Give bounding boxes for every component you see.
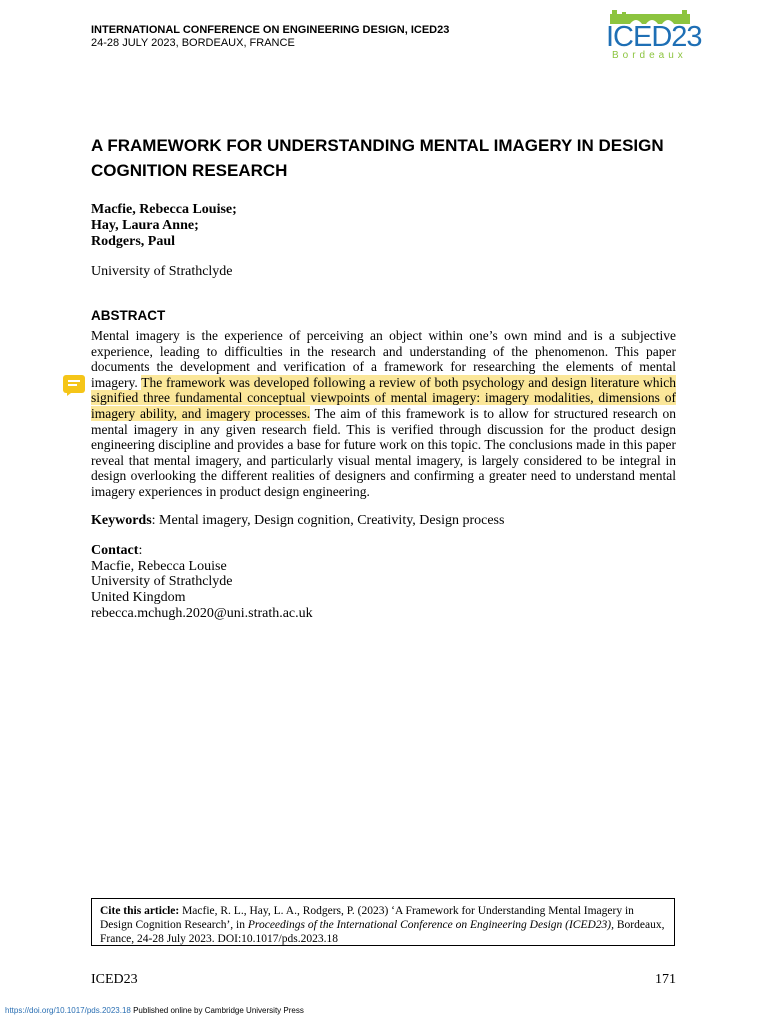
citation-text: Bordeaux, France, 24-28 July 2023. DOI:10.1017/pds.2023.18: [100, 919, 665, 945]
abstract-heading: ABSTRACT: [91, 308, 166, 323]
doi-link[interactable]: https://doi.org/10.1017/pds.2023.18: [5, 1006, 131, 1015]
conference-date: 24-28 JULY 2023, BORDEAUX, FRANCE: [91, 37, 295, 49]
abstract-text-part: Mental imagery is the experience of perceiving an object within one’s own mind and is a subjective experience, leading to difficulties in the research and understanding of the phenomenon. This paper documents the development and verification of a framework for researching the elements of mental imagery.: [91, 328, 676, 390]
contact-institution: University of Strathclyde: [91, 574, 233, 590]
keywords-text: : Mental imagery, Design cognition, Creativity, Design process: [151, 513, 505, 528]
conference-name: INTERNATIONAL CONFERENCE ON ENGINEERING DESIGN, ICED23: [91, 24, 450, 36]
citation-box: [91, 898, 675, 946]
contact-name: Macfie, Rebecca Louise: [91, 558, 227, 574]
conference-header: [91, 24, 449, 50]
page-number: 171: [655, 972, 676, 987]
citation-label: Cite this article:: [100, 905, 180, 917]
comment-icon[interactable]: [63, 375, 85, 396]
keywords: [91, 513, 504, 529]
abstract-text-part: The aim of this framework is to allow for structured research on mental imagery in any given research field. This is verified through discussion for the product design engineering discipline and provides a base for future work on this topic. The conclusions made in this paper reveal that mental imagery, and particularly visual mental imagery, is largely considered to be integral in design overlooking the different realities of designers and confirming a greater need to understand mental imagery experiences in product design engineering.: [91, 405, 676, 499]
contact-country: United Kingdom: [91, 590, 186, 606]
keywords-label: Keywords: [91, 513, 152, 528]
author: Hay, Laura Anne;: [91, 218, 199, 233]
iced23-logo: [604, 10, 702, 66]
contact-colon: :: [138, 543, 143, 558]
affiliation: University of Strathclyde: [91, 264, 233, 279]
abstract-text: [91, 328, 676, 500]
publisher-note: Published online by Cambridge University Press: [130, 1006, 304, 1015]
logo-text: ICED23: [606, 21, 702, 53]
highlighted-text[interactable]: The framework was developed following a review of both psychology and design literature which signified three fundamental conceptual viewpoints of mental imagery: imagery modalities, dimensions of imagery ability, and imagery processes.: [91, 374, 676, 421]
contact-email: rebecca.mchugh.2020@uni.strath.ac.uk: [91, 605, 313, 621]
logo-subtext: Bordeaux: [612, 50, 687, 61]
contact-label: Contact: [91, 543, 139, 558]
contact-block: [91, 543, 313, 622]
author-list: [91, 202, 237, 250]
author: Macfie, Rebecca Louise;: [91, 202, 237, 217]
doi-line: [5, 1006, 304, 1015]
citation-proceedings: Proceedings of the International Conference on Engineering Design (ICED23),: [247, 919, 615, 931]
paper-title: A FRAMEWORK FOR UNDERSTANDING MENTAL IMAGERY IN DESIGN COGNITION RESEARCH: [91, 136, 664, 180]
author: Rodgers, Paul: [91, 234, 175, 249]
footer-conference: ICED23: [91, 972, 138, 987]
citation-text: Macfie, R. L., Hay, L. A., Rodgers, P. (2023) ‘A Framework for Understanding Mental Imagery in Design Cognition Research’, in: [100, 905, 634, 931]
